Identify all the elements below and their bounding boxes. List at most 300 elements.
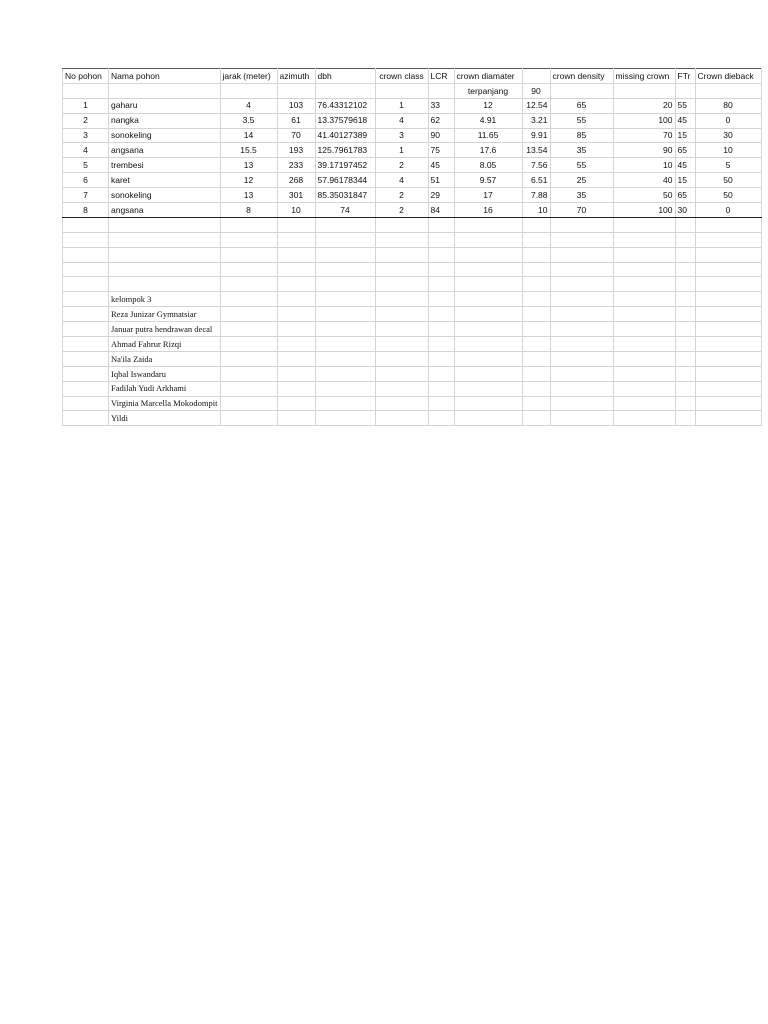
empty-cell[interactable] — [428, 307, 454, 322]
empty-cell[interactable] — [454, 351, 522, 366]
cell-azimuth[interactable]: 301 — [277, 188, 315, 203]
cell-missing-crown[interactable]: 90 — [613, 143, 675, 158]
empty-cell[interactable] — [695, 396, 761, 411]
empty-cell[interactable] — [522, 396, 550, 411]
empty-cell[interactable] — [522, 351, 550, 366]
empty-cell[interactable] — [375, 262, 428, 277]
empty-cell[interactable] — [220, 366, 277, 381]
empty-cell[interactable] — [63, 366, 109, 381]
empty-cell[interactable] — [550, 277, 613, 292]
cell-crown-diameter-90[interactable]: 6.51 — [522, 173, 550, 188]
empty-cell[interactable] — [428, 381, 454, 396]
empty-cell[interactable] — [613, 322, 675, 337]
empty-cell[interactable] — [63, 411, 109, 426]
group-title[interactable]: kelompok 3 — [109, 292, 221, 307]
cell-ftr[interactable]: 65 — [675, 143, 695, 158]
empty-cell[interactable] — [315, 322, 375, 337]
empty-cell[interactable] — [675, 307, 695, 322]
subheader-crown-density[interactable] — [550, 83, 613, 98]
member-name[interactable]: Iqbal Iswandaru — [109, 366, 221, 381]
empty-cell[interactable] — [63, 277, 109, 292]
cell-crown-diameter-terpanjang[interactable]: 8.05 — [454, 158, 522, 173]
cell-nama-pohon[interactable]: trembesi — [109, 158, 221, 173]
empty-cell[interactable] — [428, 232, 454, 247]
empty-cell[interactable] — [375, 232, 428, 247]
empty-cell[interactable] — [522, 366, 550, 381]
cell-lcr[interactable]: 51 — [428, 173, 454, 188]
cell-crown-density[interactable]: 70 — [550, 203, 613, 218]
cell-no-pohon[interactable]: 4 — [63, 143, 109, 158]
empty-cell[interactable] — [63, 337, 109, 352]
empty-cell[interactable] — [375, 337, 428, 352]
cell-ftr[interactable]: 45 — [675, 158, 695, 173]
cell-jarak[interactable]: 14 — [220, 128, 277, 143]
header-crown-density[interactable]: crown density — [550, 69, 613, 84]
empty-cell[interactable] — [375, 247, 428, 262]
member-name[interactable]: Yildi — [109, 411, 221, 426]
empty-cell[interactable] — [277, 307, 315, 322]
member-name[interactable]: Reza Junizar Gymnatsiar — [109, 307, 221, 322]
cell-dbh[interactable]: 41.40127389 — [315, 128, 375, 143]
cell-jarak[interactable]: 13 — [220, 158, 277, 173]
cell-no-pohon[interactable]: 6 — [63, 173, 109, 188]
empty-cell[interactable] — [550, 292, 613, 307]
header-lcr[interactable]: LCR — [428, 69, 454, 84]
empty-cell[interactable] — [315, 262, 375, 277]
cell-crown-density[interactable]: 25 — [550, 173, 613, 188]
empty-cell[interactable] — [315, 247, 375, 262]
empty-cell[interactable] — [522, 337, 550, 352]
empty-cell[interactable] — [550, 322, 613, 337]
empty-cell[interactable] — [220, 292, 277, 307]
empty-cell[interactable] — [375, 277, 428, 292]
cell-crown-class[interactable]: 4 — [375, 173, 428, 188]
cell-dbh[interactable]: 39.17197452 — [315, 158, 375, 173]
empty-cell[interactable] — [675, 217, 695, 232]
cell-no-pohon[interactable]: 3 — [63, 128, 109, 143]
cell-crown-dieback[interactable]: 10 — [695, 143, 761, 158]
cell-jarak[interactable]: 15.5 — [220, 143, 277, 158]
empty-cell[interactable] — [375, 366, 428, 381]
cell-lcr[interactable]: 29 — [428, 188, 454, 203]
empty-cell[interactable] — [454, 217, 522, 232]
empty-cell[interactable] — [695, 351, 761, 366]
empty-cell[interactable] — [277, 337, 315, 352]
empty-cell[interactable] — [375, 322, 428, 337]
empty-cell[interactable] — [375, 381, 428, 396]
cell-dbh[interactable]: 13.37579618 — [315, 113, 375, 128]
empty-cell[interactable] — [277, 411, 315, 426]
header-crown-diameter-terpanjang[interactable]: crown diamater — [454, 69, 522, 84]
empty-cell[interactable] — [454, 307, 522, 322]
empty-cell[interactable] — [675, 337, 695, 352]
empty-cell[interactable] — [454, 411, 522, 426]
cell-jarak[interactable]: 12 — [220, 173, 277, 188]
empty-cell[interactable] — [550, 366, 613, 381]
member-name[interactable]: Virginia Marcella Mokodompit — [109, 396, 221, 411]
cell-crown-diameter-90[interactable]: 10 — [522, 203, 550, 218]
empty-cell[interactable] — [550, 307, 613, 322]
empty-cell[interactable] — [315, 381, 375, 396]
cell-nama-pohon[interactable]: sonokeling — [109, 128, 221, 143]
empty-cell[interactable] — [63, 322, 109, 337]
empty-cell[interactable] — [695, 277, 761, 292]
cell-ftr[interactable]: 15 — [675, 128, 695, 143]
cell-nama-pohon[interactable]: angsana — [109, 143, 221, 158]
empty-cell[interactable] — [522, 262, 550, 277]
empty-cell[interactable] — [428, 351, 454, 366]
empty-cell[interactable] — [550, 232, 613, 247]
cell-no-pohon[interactable]: 2 — [63, 113, 109, 128]
empty-cell[interactable] — [675, 366, 695, 381]
cell-crown-density[interactable]: 35 — [550, 188, 613, 203]
empty-cell[interactable] — [695, 337, 761, 352]
empty-cell[interactable] — [109, 232, 221, 247]
empty-cell[interactable] — [454, 381, 522, 396]
empty-cell[interactable] — [220, 262, 277, 277]
empty-cell[interactable] — [109, 217, 221, 232]
empty-cell[interactable] — [63, 262, 109, 277]
empty-cell[interactable] — [675, 277, 695, 292]
cell-lcr[interactable]: 75 — [428, 143, 454, 158]
empty-cell[interactable] — [277, 396, 315, 411]
empty-cell[interactable] — [428, 337, 454, 352]
empty-cell[interactable] — [613, 247, 675, 262]
cell-crown-diameter-terpanjang[interactable]: 17 — [454, 188, 522, 203]
cell-missing-crown[interactable]: 70 — [613, 128, 675, 143]
cell-crown-dieback[interactable]: 0 — [695, 113, 761, 128]
empty-cell[interactable] — [220, 307, 277, 322]
cell-crown-class[interactable]: 2 — [375, 158, 428, 173]
empty-cell[interactable] — [675, 262, 695, 277]
cell-no-pohon[interactable]: 1 — [63, 98, 109, 113]
cell-crown-class[interactable]: 3 — [375, 128, 428, 143]
empty-cell[interactable] — [675, 351, 695, 366]
empty-cell[interactable] — [550, 411, 613, 426]
cell-lcr[interactable]: 33 — [428, 98, 454, 113]
empty-cell[interactable] — [277, 277, 315, 292]
empty-cell[interactable] — [695, 411, 761, 426]
empty-cell[interactable] — [613, 277, 675, 292]
empty-cell[interactable] — [695, 322, 761, 337]
empty-cell[interactable] — [63, 247, 109, 262]
cell-azimuth[interactable]: 268 — [277, 173, 315, 188]
cell-missing-crown[interactable]: 100 — [613, 203, 675, 218]
cell-crown-density[interactable]: 55 — [550, 158, 613, 173]
empty-cell[interactable] — [613, 337, 675, 352]
header-crown-diameter-90[interactable] — [522, 69, 550, 84]
empty-cell[interactable] — [550, 351, 613, 366]
cell-crown-dieback[interactable]: 5 — [695, 158, 761, 173]
empty-cell[interactable] — [454, 322, 522, 337]
empty-cell[interactable] — [695, 247, 761, 262]
member-name[interactable]: Na'ila Zaida — [109, 351, 221, 366]
empty-cell[interactable] — [695, 381, 761, 396]
empty-cell[interactable] — [220, 396, 277, 411]
empty-cell[interactable] — [550, 217, 613, 232]
cell-crown-diameter-90[interactable]: 12.54 — [522, 98, 550, 113]
empty-cell[interactable] — [220, 232, 277, 247]
empty-cell[interactable] — [613, 396, 675, 411]
subheader-dbh[interactable] — [315, 83, 375, 98]
cell-ftr[interactable]: 55 — [675, 98, 695, 113]
empty-cell[interactable] — [522, 322, 550, 337]
empty-cell[interactable] — [613, 292, 675, 307]
empty-cell[interactable] — [315, 217, 375, 232]
cell-crown-diameter-90[interactable]: 13.54 — [522, 143, 550, 158]
cell-crown-class[interactable]: 2 — [375, 188, 428, 203]
cell-crown-density[interactable]: 35 — [550, 143, 613, 158]
cell-crown-diameter-terpanjang[interactable]: 12 — [454, 98, 522, 113]
cell-azimuth[interactable]: 193 — [277, 143, 315, 158]
empty-cell[interactable] — [550, 247, 613, 262]
empty-cell[interactable] — [220, 247, 277, 262]
empty-cell[interactable] — [315, 337, 375, 352]
cell-lcr[interactable]: 45 — [428, 158, 454, 173]
cell-azimuth[interactable]: 10 — [277, 203, 315, 218]
empty-cell[interactable] — [220, 381, 277, 396]
empty-cell[interactable] — [63, 307, 109, 322]
subheader-jarak[interactable] — [220, 83, 277, 98]
empty-cell[interactable] — [550, 337, 613, 352]
empty-cell[interactable] — [63, 351, 109, 366]
empty-cell[interactable] — [675, 232, 695, 247]
cell-crown-diameter-terpanjang[interactable]: 16 — [454, 203, 522, 218]
cell-crown-diameter-90[interactable]: 7.56 — [522, 158, 550, 173]
cell-jarak[interactable]: 8 — [220, 203, 277, 218]
subheader-azimuth[interactable] — [277, 83, 315, 98]
empty-cell[interactable] — [613, 307, 675, 322]
header-missing-crown[interactable]: missing crown — [613, 69, 675, 84]
empty-cell[interactable] — [375, 307, 428, 322]
empty-cell[interactable] — [220, 351, 277, 366]
empty-cell[interactable] — [220, 322, 277, 337]
cell-lcr[interactable]: 84 — [428, 203, 454, 218]
empty-cell[interactable] — [695, 217, 761, 232]
empty-cell[interactable] — [675, 322, 695, 337]
cell-azimuth[interactable]: 233 — [277, 158, 315, 173]
empty-cell[interactable] — [375, 217, 428, 232]
cell-missing-crown[interactable]: 20 — [613, 98, 675, 113]
empty-cell[interactable] — [277, 217, 315, 232]
empty-cell[interactable] — [454, 292, 522, 307]
empty-cell[interactable] — [428, 411, 454, 426]
empty-cell[interactable] — [315, 411, 375, 426]
empty-cell[interactable] — [63, 381, 109, 396]
cell-missing-crown[interactable]: 50 — [613, 188, 675, 203]
empty-cell[interactable] — [428, 277, 454, 292]
empty-cell[interactable] — [315, 366, 375, 381]
empty-cell[interactable] — [277, 351, 315, 366]
cell-nama-pohon[interactable]: sonokeling — [109, 188, 221, 203]
empty-cell[interactable] — [63, 396, 109, 411]
member-name[interactable]: Fadilah Yudi Arkhami — [109, 381, 221, 396]
cell-jarak[interactable]: 3.5 — [220, 113, 277, 128]
empty-cell[interactable] — [613, 366, 675, 381]
empty-cell[interactable] — [220, 217, 277, 232]
empty-cell[interactable] — [220, 411, 277, 426]
cell-crown-dieback[interactable]: 80 — [695, 98, 761, 113]
empty-cell[interactable] — [613, 217, 675, 232]
empty-cell[interactable] — [695, 232, 761, 247]
cell-nama-pohon[interactable]: gaharu — [109, 98, 221, 113]
cell-crown-density[interactable]: 65 — [550, 98, 613, 113]
empty-cell[interactable] — [454, 277, 522, 292]
empty-cell[interactable] — [63, 217, 109, 232]
cell-jarak[interactable]: 13 — [220, 188, 277, 203]
empty-cell[interactable] — [522, 307, 550, 322]
empty-cell[interactable] — [428, 262, 454, 277]
empty-cell[interactable] — [109, 247, 221, 262]
empty-cell[interactable] — [613, 381, 675, 396]
empty-cell[interactable] — [454, 366, 522, 381]
empty-cell[interactable] — [428, 292, 454, 307]
empty-cell[interactable] — [277, 322, 315, 337]
empty-cell[interactable] — [220, 337, 277, 352]
cell-crown-class[interactable]: 1 — [375, 143, 428, 158]
cell-nama-pohon[interactable]: karet — [109, 173, 221, 188]
empty-cell[interactable] — [454, 247, 522, 262]
empty-cell[interactable] — [550, 396, 613, 411]
empty-cell[interactable] — [675, 247, 695, 262]
subheader-ftr[interactable] — [675, 83, 695, 98]
empty-cell[interactable] — [428, 217, 454, 232]
cell-crown-diameter-90[interactable]: 7.88 — [522, 188, 550, 203]
subheader-crown-class[interactable] — [375, 83, 428, 98]
member-name[interactable]: Januar putra hendrawan decal — [109, 322, 221, 337]
empty-cell[interactable] — [428, 247, 454, 262]
empty-cell[interactable] — [63, 292, 109, 307]
cell-crown-diameter-terpanjang[interactable]: 4.91 — [454, 113, 522, 128]
empty-cell[interactable] — [454, 396, 522, 411]
cell-lcr[interactable]: 90 — [428, 128, 454, 143]
cell-no-pohon[interactable]: 5 — [63, 158, 109, 173]
cell-missing-crown[interactable]: 40 — [613, 173, 675, 188]
empty-cell[interactable] — [522, 217, 550, 232]
empty-cell[interactable] — [522, 247, 550, 262]
empty-cell[interactable] — [277, 366, 315, 381]
empty-cell[interactable] — [277, 247, 315, 262]
empty-cell[interactable] — [277, 232, 315, 247]
empty-cell[interactable] — [428, 322, 454, 337]
cell-crown-diameter-terpanjang[interactable]: 11.65 — [454, 128, 522, 143]
empty-cell[interactable] — [315, 351, 375, 366]
cell-crown-dieback[interactable]: 30 — [695, 128, 761, 143]
cell-crown-dieback[interactable]: 50 — [695, 188, 761, 203]
cell-no-pohon[interactable]: 7 — [63, 188, 109, 203]
cell-crown-class[interactable]: 1 — [375, 98, 428, 113]
header-jarak[interactable]: jarak (meter) — [220, 69, 277, 84]
empty-cell[interactable] — [454, 262, 522, 277]
empty-cell[interactable] — [522, 232, 550, 247]
empty-cell[interactable] — [315, 292, 375, 307]
empty-cell[interactable] — [63, 232, 109, 247]
subheader-no-pohon[interactable] — [63, 83, 109, 98]
empty-cell[interactable] — [454, 337, 522, 352]
header-azimuth[interactable]: azimuth — [277, 69, 315, 84]
empty-cell[interactable] — [613, 411, 675, 426]
cell-crown-class[interactable]: 4 — [375, 113, 428, 128]
empty-cell[interactable] — [522, 292, 550, 307]
subheader-crown-diameter-90[interactable]: 90 — [522, 83, 550, 98]
member-name[interactable]: Ahmad Fahrur Rizqi — [109, 337, 221, 352]
empty-cell[interactable] — [315, 396, 375, 411]
empty-cell[interactable] — [220, 277, 277, 292]
empty-cell[interactable] — [375, 411, 428, 426]
header-crown-dieback[interactable]: Crown dieback — [695, 69, 761, 84]
header-no-pohon[interactable]: No pohon — [63, 69, 109, 84]
empty-cell[interactable] — [550, 381, 613, 396]
empty-cell[interactable] — [428, 366, 454, 381]
empty-cell[interactable] — [375, 396, 428, 411]
empty-cell[interactable] — [675, 292, 695, 307]
empty-cell[interactable] — [522, 381, 550, 396]
empty-cell[interactable] — [277, 262, 315, 277]
cell-dbh[interactable]: 74 — [315, 203, 375, 218]
cell-ftr[interactable]: 15 — [675, 173, 695, 188]
empty-cell[interactable] — [109, 277, 221, 292]
subheader-nama-pohon[interactable] — [109, 83, 221, 98]
cell-azimuth[interactable]: 70 — [277, 128, 315, 143]
cell-dbh[interactable]: 85.35031847 — [315, 188, 375, 203]
header-ftr[interactable]: FTr — [675, 69, 695, 84]
empty-cell[interactable] — [675, 396, 695, 411]
empty-cell[interactable] — [695, 366, 761, 381]
empty-cell[interactable] — [315, 232, 375, 247]
cell-no-pohon[interactable]: 8 — [63, 203, 109, 218]
empty-cell[interactable] — [315, 277, 375, 292]
cell-crown-diameter-90[interactable]: 9.91 — [522, 128, 550, 143]
empty-cell[interactable] — [695, 307, 761, 322]
cell-ftr[interactable]: 30 — [675, 203, 695, 218]
cell-ftr[interactable]: 45 — [675, 113, 695, 128]
empty-cell[interactable] — [675, 411, 695, 426]
cell-dbh[interactable]: 76.43312102 — [315, 98, 375, 113]
subheader-crown-diameter-terpanjang[interactable]: terpanjang — [454, 83, 522, 98]
empty-cell[interactable] — [277, 292, 315, 307]
cell-crown-density[interactable]: 55 — [550, 113, 613, 128]
cell-nama-pohon[interactable]: nangka — [109, 113, 221, 128]
cell-lcr[interactable]: 62 — [428, 113, 454, 128]
cell-crown-class[interactable]: 2 — [375, 203, 428, 218]
empty-cell[interactable] — [315, 307, 375, 322]
empty-cell[interactable] — [375, 351, 428, 366]
empty-cell[interactable] — [375, 292, 428, 307]
cell-nama-pohon[interactable]: angsana — [109, 203, 221, 218]
empty-cell[interactable] — [454, 232, 522, 247]
empty-cell[interactable] — [428, 396, 454, 411]
empty-cell[interactable] — [613, 232, 675, 247]
cell-azimuth[interactable]: 103 — [277, 98, 315, 113]
subheader-lcr[interactable] — [428, 83, 454, 98]
empty-cell[interactable] — [522, 277, 550, 292]
header-dbh[interactable]: dbh — [315, 69, 375, 84]
empty-cell[interactable] — [675, 381, 695, 396]
empty-cell[interactable] — [695, 292, 761, 307]
cell-jarak[interactable]: 4 — [220, 98, 277, 113]
cell-crown-diameter-90[interactable]: 3.21 — [522, 113, 550, 128]
empty-cell[interactable] — [109, 262, 221, 277]
empty-cell[interactable] — [522, 411, 550, 426]
cell-missing-crown[interactable]: 100 — [613, 113, 675, 128]
cell-dbh[interactable]: 57.96178344 — [315, 173, 375, 188]
empty-cell[interactable] — [695, 262, 761, 277]
cell-crown-density[interactable]: 85 — [550, 128, 613, 143]
cell-ftr[interactable]: 65 — [675, 188, 695, 203]
subheader-crown-dieback[interactable] — [695, 83, 761, 98]
cell-dbh[interactable]: 125.7961783 — [315, 143, 375, 158]
empty-cell[interactable] — [613, 262, 675, 277]
